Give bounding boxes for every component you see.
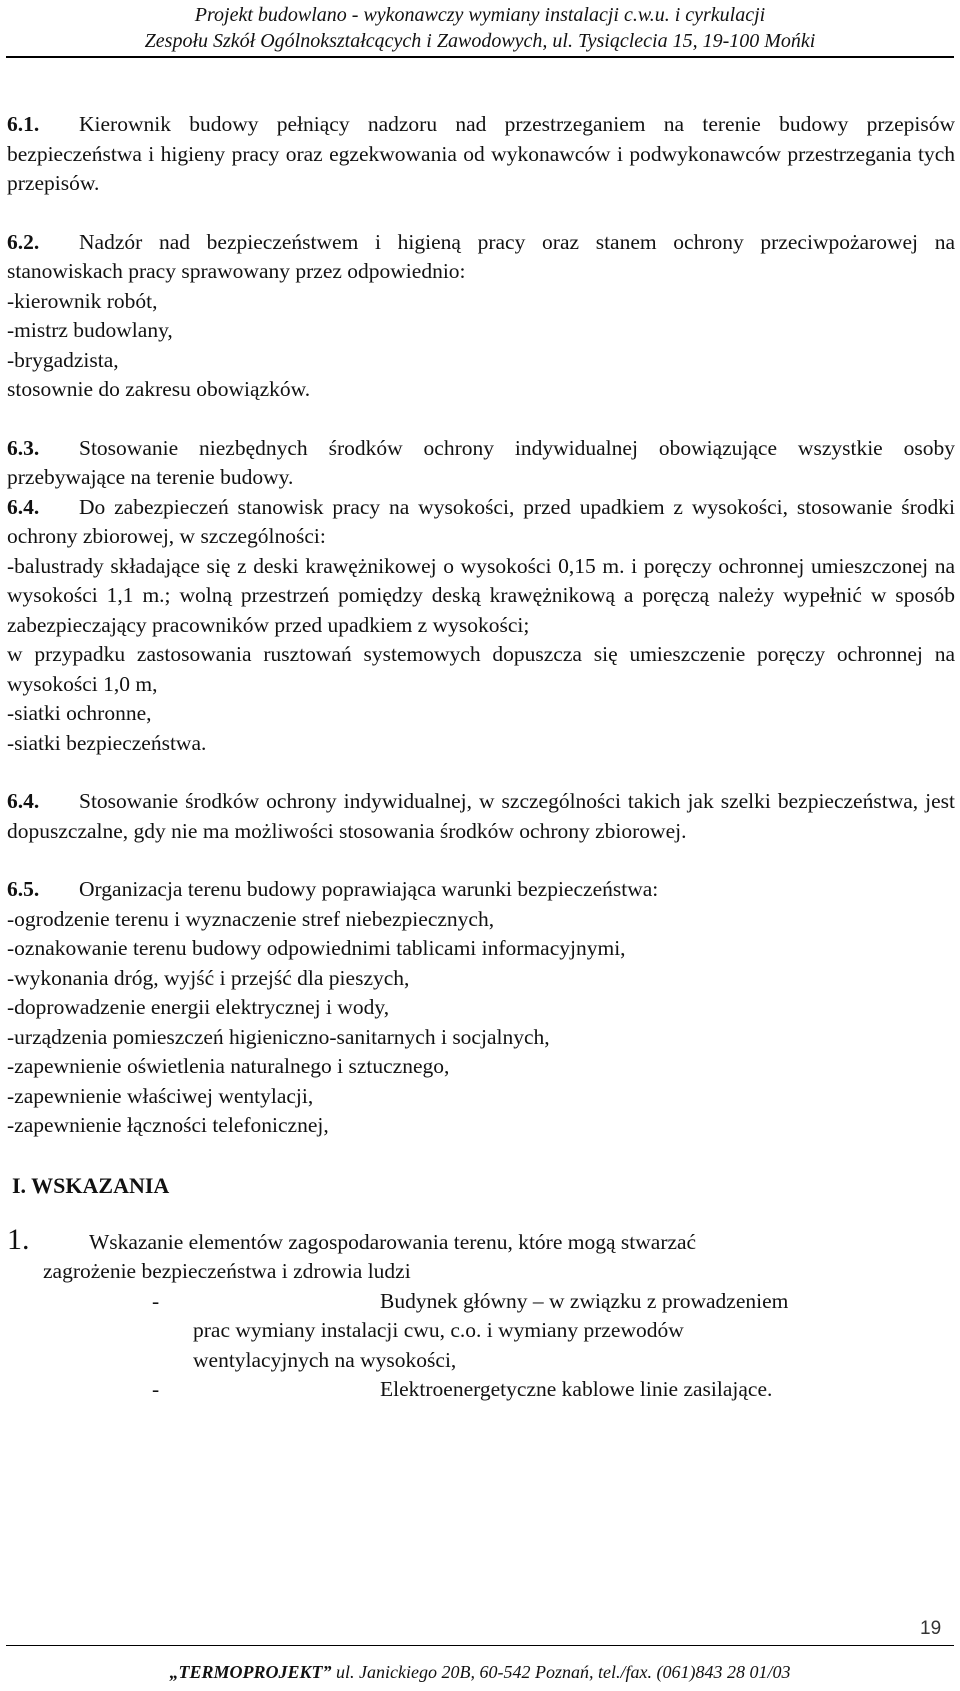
section-text: Organizacja terenu budowy poprawiająca warunki bezpieczeństwa: [79,877,659,901]
list-item: -mistrz budowlany, [7,318,173,342]
list-item: -wykonania dróg, wyjść i przejść dla pieszych, [7,965,410,990]
subsection-title-cont: zagrożenie bezpieczeństwa i zdrowia ludzi [43,1259,411,1283]
section-6-2 [7,228,955,405]
section-6-4-a [7,493,955,759]
list-item: -zapewnienie oświetlenia naturalnego i sztucznego, [7,1054,450,1078]
section-6-4-b [7,787,955,846]
bullet-dash: - [152,1377,160,1401]
subsection-title: Wskazanie elementów zagospodarowania terenu, które mogą stwarzać [89,1229,697,1254]
section-number: 6.5. [7,877,40,901]
subsection-1 [7,1223,955,1405]
section-text: Stosowanie niezbędnych środków ochrony indywidualnej obowiązujące wszystkie osoby przebywające na terenie budowy. [7,435,955,489]
document-body [7,110,955,1405]
section-number: 6.4. [7,494,40,519]
list-item: stosownie do zakresu obowiązków. [7,377,311,401]
header-school-line: Zespołu Szkół Ogólnokształcących i Zawodowych, ul. Tysiąclecia 15, 19-100 Mońki [144,30,816,52]
section-text: Kierownik budowy pełniący nadzoru nad przestrzeganiem na terenie budowy przepisów bezpieczeństwa i higieny pracy oraz egzekwowania od wykonawców i podwykonawców przestrzegania tych przepisów. [7,112,955,195]
footer-address: ul. Janickiego 20B, 60-542 Poznań, tel./fax. (061)843 28 01/03 [331,1662,791,1682]
list-item: -kierownik robót, [7,288,158,313]
list-item: -urządzenia pomieszczeń higieniczno-sanitarnych i socjalnych, [7,1024,550,1049]
chapter-heading: I. WSKAZANIA [12,1172,170,1198]
list-item: -doprowadzenie energii elektrycznej i wody, [7,995,390,1019]
section-number: 6.3. [7,435,40,460]
bullet-continuation: prac wymiany instalacji cwu, c.o. i wymiany przewodów [193,1318,684,1342]
section-number: 6.1. [7,112,40,136]
footer-rule [6,1645,954,1646]
list-item: -siatki bezpieczeństwa. [7,730,207,755]
paragraph: -balustrady składające się z deski krawężnikowej o wysokości 0,15 m. i poręczy ochronnej umieszczonej na wysokości 1,1 m.; wolną przestrzeń pomiędzy deską krawężnikową a poręczą należy wypełnić w sposób zabezpieczający pracowników przed upadkiem z wysokości; [7,553,955,637]
header-project-line: Projekt budowlano - wykonawczy wymiany instalacji c.w.u. i cyrkulacji [194,4,766,26]
list-item: -zapewnienie łączności telefonicznej, [7,1113,329,1137]
header-rule [6,56,954,58]
page-header [0,2,960,54]
page-number: 19 [920,1618,942,1639]
page-footer [0,1660,960,1684]
list-item [7,1375,955,1405]
bullet-text: Budynek główny – w związku z prowadzeniem [380,1288,789,1313]
list-item [7,1287,955,1317]
list-item: -ogrodzenie terenu i wyznaczenie stref niebezpiecznych, [7,906,495,931]
list-item: -oznakowanie terenu budowy odpowiednimi tablicami informacyjnymi, [7,936,626,960]
bullet-continuation: wentylacyjnych na wysokości, [193,1347,457,1372]
list-item: -zapewnienie właściwej wentylacji, [7,1083,314,1108]
section-text: Do zabezpieczeń stanowisk pracy na wysokości, przed upadkiem z wysokości, stosowanie środki ochrony zbiorowej, w szczególności: [7,494,955,548]
section-6-1 [7,110,955,199]
bullet-text: Elektroenergetyczne kablowe linie zasilające. [380,1377,773,1401]
section-number: 6.2. [7,229,40,254]
section-text: Stosowanie środków ochrony indywidualnej, w szczególności takich jak szelki bezpieczeństwa, jest dopuszczalne, gdy nie ma możliwości stosowania środków ochrony zbiorowej. [7,789,955,843]
section-number: 6.4. [7,789,40,813]
section-6-3 [7,434,955,493]
section-6-5 [7,875,955,1141]
list-item: -brygadzista, [7,347,119,372]
section-text: Nadzór nad bezpieczeństwem i higieną pracy oraz stanem ochrony przeciwpożarowej na stanowiskach pracy sprawowany przez odpowiednio: [7,229,955,283]
subsection-number: 1. [7,1222,30,1256]
footer-company: „TERMOPROJEKT” [169,1662,332,1682]
paragraph: w przypadku zastosowania rusztowań systemowych dopuszcza się umieszczenie poręczy ochronnej na wysokości 1,0 m, [7,642,955,696]
bullet-dash: - [152,1288,160,1313]
list-item: -siatki ochronne, [7,701,152,725]
